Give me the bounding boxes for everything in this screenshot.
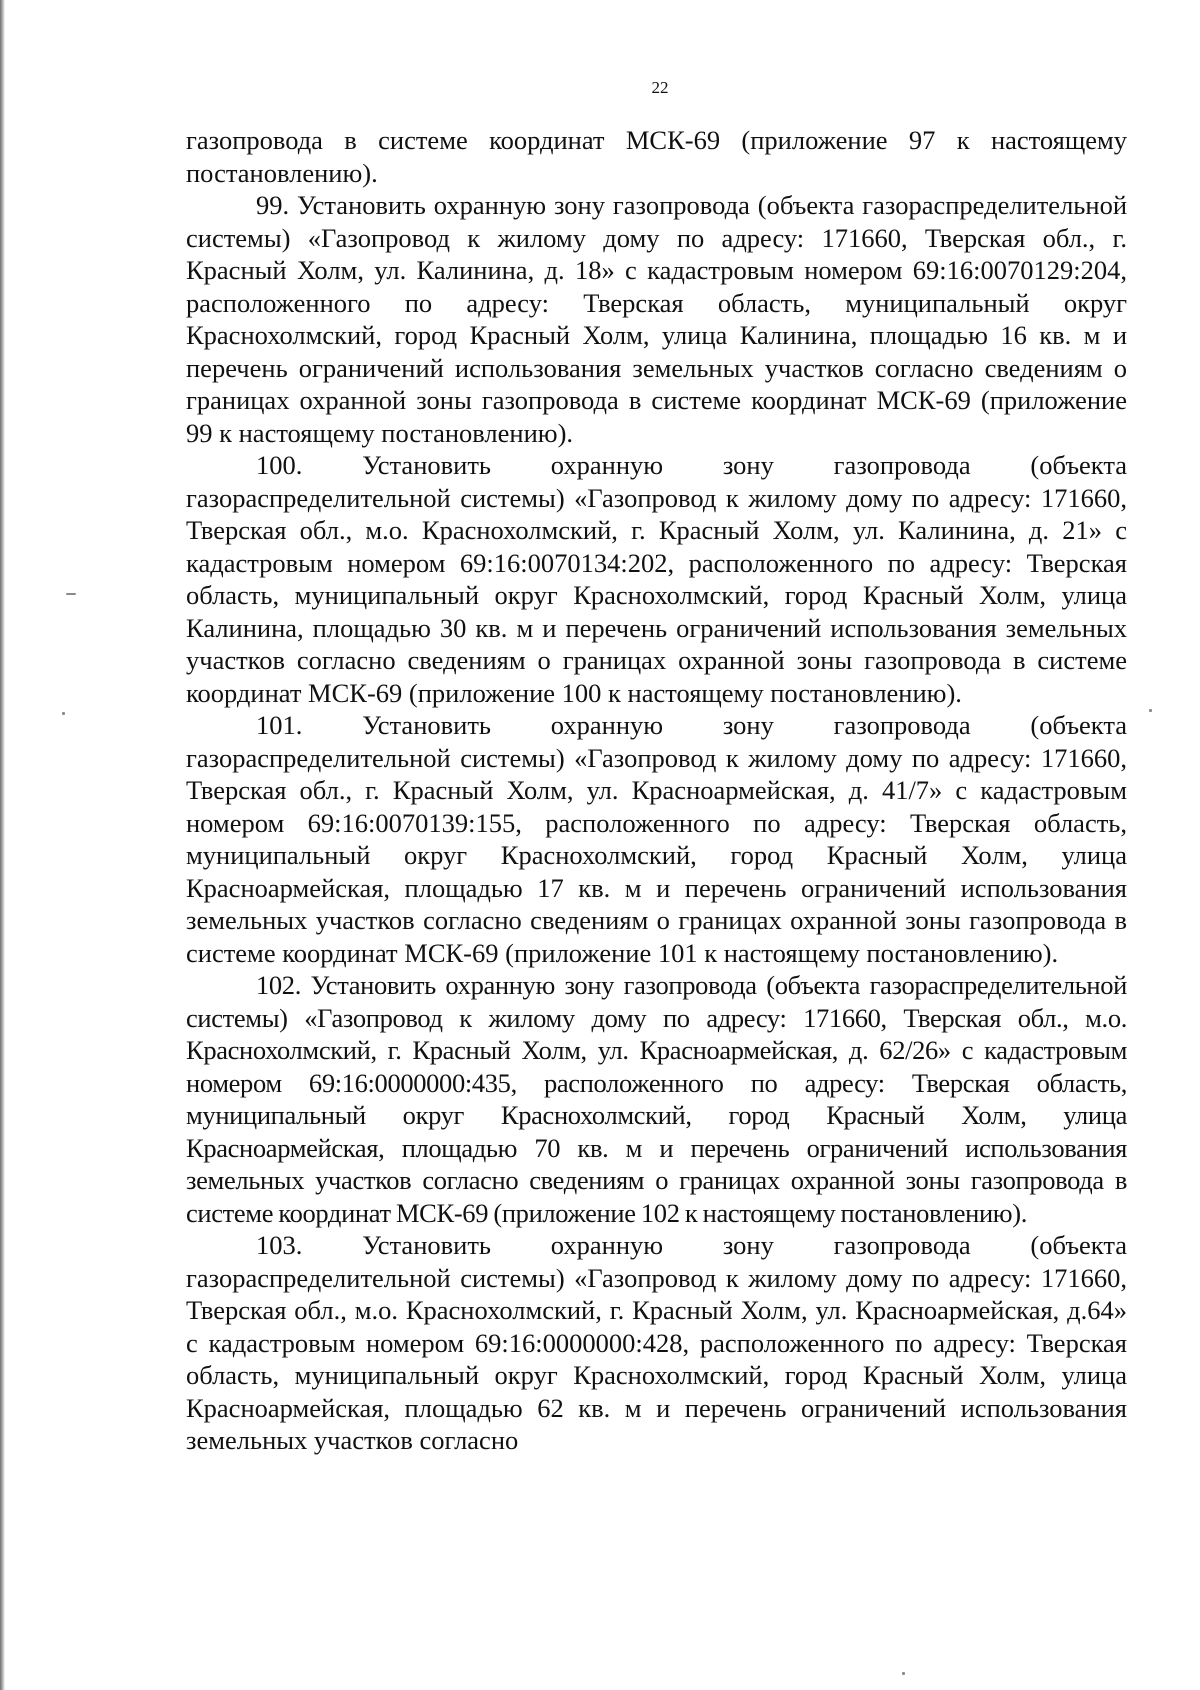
paragraph-103: 103. Установить охранную зону газопровода (объекта газораспределительной системы) «Газопровод к жилому дому по адресу: 171660, Тверская обл., м.о. Краснохолмский, г. Красный Холм, ул. Красноармейская, д.64» с кадастровым номером 69:16:0000000:428, расположенного по адресу: Тверская область, муниципальный округ Краснохолмский, город Красный Холм, улица Красноармейская, площадью 62 кв. м и перечень ограничений использования земельных участков согласно xyxy=(186,1230,1127,1455)
paragraph-continuation: газопровода в системе координат МСК-69 (приложение 97 к настоящему постановлению). xyxy=(186,125,1127,188)
paragraph-102: 102. Установить охранную зону газопровода (объекта газораспределительной системы) «Газопровод к жилому дому по адресу: 171660, Тверская обл., м.о. Краснохолмский, г. Красный Холм, ул. Красноармейская, д. 62/26» с кадастровым номером 69:16:0000000:435, расположенного по адресу: Тверская область, муниципальный округ Краснохолмский, город Красный Холм, улица Красноармейская, площадью 70 кв. м и перечень ограничений использования земельных участков согласно сведениям о границах охранной зоны газопровода в системе координат МСК-69 (приложение 102 к настоящему постановлению). xyxy=(186,970,1127,1228)
scan-speck xyxy=(62,712,65,715)
scan-left-edge xyxy=(0,0,5,1690)
scan-speck xyxy=(66,593,76,595)
page-number: 22 xyxy=(651,78,669,97)
paragraph-99: 99. Установить охранную зону газопровода (объекта газораспределительной системы) «Газопровод к жилому дому по адресу: 171660, Тверская обл., г. Красный Холм, ул. Калинина, д. 18» с кадастровым номером 69:16:0070129:204, расположенного по адресу: Тверская область, муниципальный округ Краснохолмский, город Красный Холм, улица Калинина, площадью 16 кв. м и перечень ограничений использования земельных участков согласно сведениям о границах охранной зоны газопровода в системе координат МСК-69 (приложение 99 к настоящему постановлению). xyxy=(186,190,1127,448)
document-text xyxy=(186,124,1127,1457)
paragraph-101: 101. Установить охранную зону газопровода (объекта газораспределительной системы) «Газопровод к жилому дому по адресу: 171660, Тверская обл., г. Красный Холм, ул. Красноармейская, д. 41/7» с кадастровым номером 69:16:0070139:155, расположенного по адресу: Тверская область, муниципальный округ Краснохолмский, город Красный Холм, улица Красноармейская, площадью 17 кв. м и перечень ограничений использования земельных участков согласно сведениям о границах охранной зоны газопровода в системе координат МСК-69 (приложение 101 к настоящему постановлению). xyxy=(186,710,1127,968)
paragraph-100: 100. Установить охранную зону газопровода (объекта газораспределительной системы) «Газопровод к жилому дому по адресу: 171660, Тверская обл., м.о. Краснохолмский, г. Красный Холм, ул. Калинина, д. 21» с кадастровым номером 69:16:0070134:202, расположенного по адресу: Тверская область, муниципальный округ Краснохолмский, город Красный Холм, улица Калинина, площадью 30 кв. м и перечень ограничений использования земельных участков согласно сведениям о границах охранной зоны газопровода в системе координат МСК-69 (приложение 100 к настоящему постановлению). xyxy=(186,450,1127,708)
scan-speck xyxy=(902,1672,905,1675)
scan-speck xyxy=(1149,709,1152,712)
